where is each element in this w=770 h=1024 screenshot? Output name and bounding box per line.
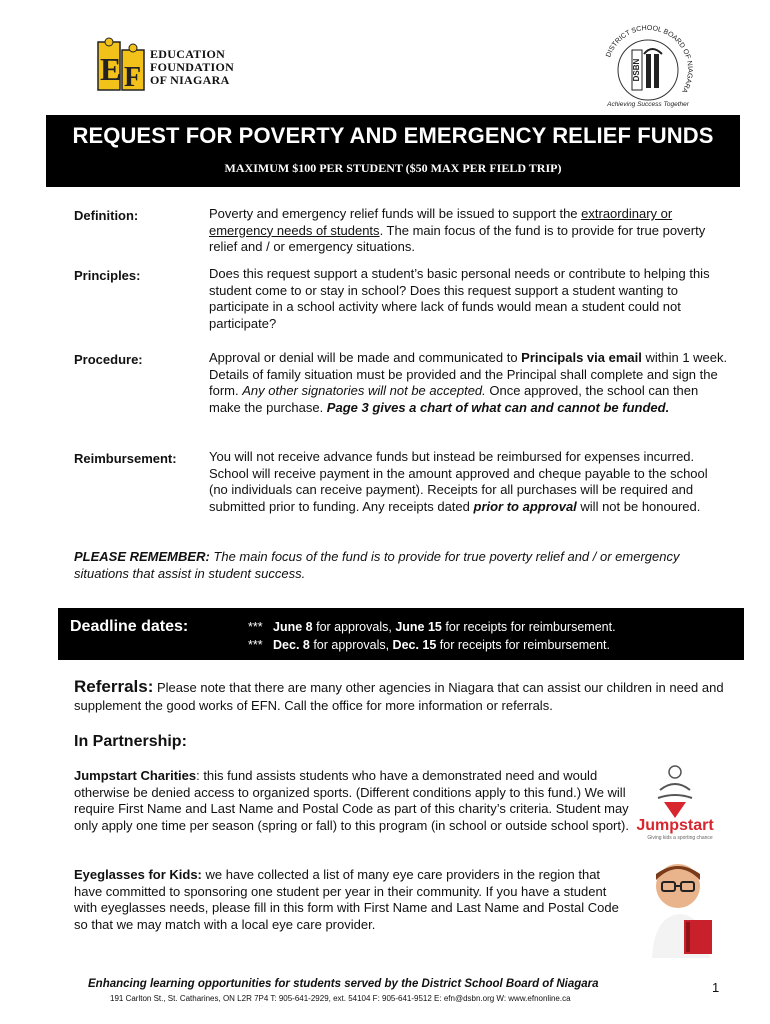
- reimbursement-bold-italic: prior to approval: [473, 498, 577, 514]
- deadline-text: for approvals,: [312, 620, 396, 634]
- svg-text:E: E: [100, 51, 122, 87]
- page-subtitle: MAXIMUM $100 PER STUDENT ($50 MAX PER FIELD TRIP): [224, 161, 562, 175]
- procedure-bold-italic: Page 3 gives a chart of what can and cannot be funded.: [326, 399, 670, 415]
- eyeglasses-paragraph: [74, 867, 630, 933]
- deadline-title: Deadline dates:: [70, 618, 189, 635]
- dsbn-tagline: Achieving Success Together: [607, 101, 689, 108]
- principles-label: Principles:: [74, 268, 141, 283]
- procedure-bold: Principals via email: [521, 350, 642, 365]
- deadline-date: June 8: [273, 620, 313, 634]
- deadline-band: [58, 608, 744, 660]
- procedure-text: [209, 350, 729, 416]
- deadline-text: for receipts for reimbursement.: [441, 620, 616, 634]
- eyeglasses-label: Eyeglasses for Kids:: [74, 867, 202, 882]
- please-remember: [74, 548, 734, 582]
- svg-text:F: F: [124, 62, 142, 93]
- efn-name: [150, 48, 234, 87]
- deadline-text: for receipts for reimbursement.: [436, 638, 610, 652]
- efn-name-line: OF NIAGARA: [150, 73, 230, 87]
- definition-text-part: . The main focus of the fund is to provide for true poverty relief and / or emergency situations.: [209, 222, 706, 254]
- deadline-line: [248, 620, 616, 634]
- eyeglasses-text: we have collected a list of many eye care providers in the region that have committed to sponsoring one student per year in their community. If you have a student with eyeglasses needs, please fill in this form with First Name and Last Name and Postal Code so that we may match with a local eye care provider.: [74, 867, 619, 932]
- efn-name-line: EDUCATION: [150, 47, 226, 61]
- jumpstart-text: : this fund assists students who have a demonstrated need and would otherwise be denied access to organized sports. (Different conditions apply to this fund.) We will require First Name and Last Name and Postal Code as part of this charity’s criteria. Student may only apply one time per season (spring or fall) to this program (in school or outside school sport).: [74, 768, 629, 833]
- reimbursement-text-part: You will not receive advance funds but instead be reimbursed for expenses incurred. School will receive payment in the amount approved and cheque payable to the school (no individuals can receive payment). Receipts for all purchases will be required and submitted prior to funding. Any receipts dated: [209, 449, 708, 514]
- deadline-date: June 15: [395, 620, 442, 634]
- reimbursement-text: [209, 449, 729, 515]
- deadline-stars: ***: [248, 620, 263, 634]
- deadline-line: [248, 638, 610, 652]
- reimbursement-label: Reimbursement:: [74, 451, 177, 466]
- page-number: 1: [712, 980, 720, 995]
- jumpstart-paragraph: [74, 768, 630, 834]
- jumpstart-logo-sub: Giving kids a sporting chance: [647, 835, 713, 841]
- dsbn-letters: DSBN: [632, 58, 641, 82]
- procedure-text-part: Approval or denial will be made and communicated to: [209, 350, 522, 365]
- deadline-text: for approvals,: [309, 638, 393, 652]
- referrals-text: Please note that there are many other agencies in Niagara that can assist our children in need and supplement the good works of EFN. Call the office for more information or referrals.: [74, 680, 724, 713]
- reimbursement-text-part: will not be honoured.: [576, 498, 701, 514]
- please-remember-text: The main focus of the fund is to provide for true poverty relief and / or emergency situations that assist in student success.: [74, 549, 680, 581]
- definition-label: Definition:: [74, 208, 139, 223]
- definition-text: [209, 206, 729, 256]
- procedure-italic: Any other signatories will not be accepted.: [242, 383, 486, 398]
- jumpstart-label: Jumpstart Charities: [74, 768, 197, 783]
- kid-with-glasses-photo: [640, 858, 722, 958]
- jumpstart-logo-text: Jumpstart: [636, 817, 714, 834]
- procedure-text-part: within 1 week. Details of family situation must be provided and the Principal shall complete and sign the form.: [209, 350, 728, 398]
- deadline-date: Dec. 8: [273, 638, 310, 652]
- dsbn-ring-text: DISTRICT SCHOOL BOARD OF NIAGARA: [605, 24, 694, 94]
- footer-tagline: Enhancing learning opportunities for students served by the District School Board of Niagara: [88, 978, 599, 990]
- deadline-stars: ***: [248, 638, 263, 652]
- efn-name-line: FOUNDATION: [150, 60, 235, 74]
- deadline-date: Dec. 15: [392, 638, 437, 652]
- please-remember-label: PLEASE REMEMBER:: [74, 549, 210, 564]
- definition-text-part: Poverty and emergency relief funds will be issued to support the: [209, 206, 582, 221]
- dsbn-logo: [598, 20, 698, 120]
- footer-address: 191 Carlton St., St. Catharines, ON L2R 7P4 T: 905-641-2929, ext. 54104 F: 905-641-9512 E: efn@dsbn.org W: www.efnonline.ca: [110, 994, 571, 1003]
- page-title: REQUEST FOR POVERTY AND EMERGENCY RELIEF FUNDS: [72, 123, 714, 148]
- procedure-label: Procedure:: [74, 352, 143, 367]
- referrals-label: Referrals:: [74, 677, 154, 696]
- jumpstart-logo: [620, 762, 730, 842]
- partnership-title: In Partnership:: [74, 733, 187, 750]
- procedure-text-part: Once approved, the school can then make the purchase.: [209, 383, 699, 415]
- principles-text: Does this request support a student’s basic personal needs or contribute to helping this student come to or stay in school? Does this request support a student wanting to participate in a school activity where lack of funds would mean a student could not participate?: [209, 266, 710, 331]
- title-band: [46, 115, 740, 187]
- referrals: [74, 678, 734, 715]
- definition-underlined: extraordinary or emergency needs of students: [209, 206, 673, 238]
